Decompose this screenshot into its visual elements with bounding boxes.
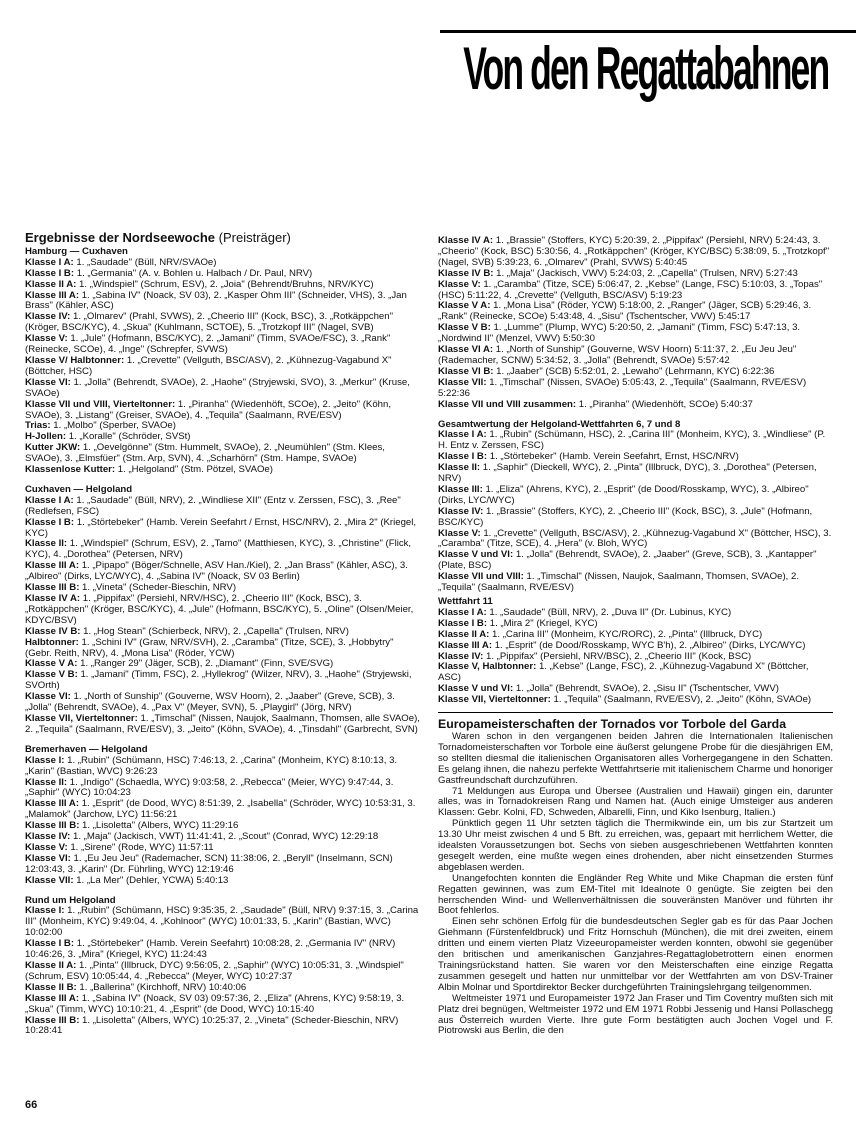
class-label: Klasse V/ Halbtonner: [25,354,125,366]
article-paragraph: Unangefochten konnten die Engländer Reg White und Mike Chapman die ersten fünf Regatten gewinnen, was zum EM-Titel mit Idealnote 0 genügte. Sie zeigten bei den herrschenden Wind- und Wellenverhältnissen die souveränsten Manöver und führten ihr Boot fehlerlos. [438,872,833,917]
class-label: Klasse IV A: [25,593,81,604]
result-text: 1. „Helgoland" (Stm. Pötzel, SVAOe) [115,464,273,476]
result-text: 1. „Maja" (Jackisch, VWV) 5:24:03, 2. „Capella" (Trulsen, NRV) 5:27:43 [493,267,798,279]
result-text: 1. „Caramba" (Titze, SCE) 5:06:47, 2. „Kebse" (Lange, FSC) 5:10:03, 3. „Topas" (HSC) 5:11:22, 4. „Crevette" (Vellguth, BSC/ASV) 5:19:23 [438,278,823,301]
class-label: Klasse III A: [438,639,493,651]
result-entry [438,323,833,345]
result-entry [25,561,422,583]
class-label: Trias: [25,420,51,432]
result-text: 1. „Lumme" (Plump, WYC) 5:20:50, 2. „Jamani" (Timm, FSC) 5:47:13, 3. „Nordwind II" (Menzel, VWV) 5:50:30 [438,322,801,345]
result-entry [438,345,833,367]
result-text: 1. „Timschal" (Nissen, Naujok, Saalmann, Thomsen, SVAOe), 2. „Tequila" (Saalmann, RVE/ESV) [438,571,799,594]
result-text: 1. „North of Sunship" (Gouverne, WSV Hoorn) 5:11:37, 2. „Eu Jeu Jeu" (Rademacher, SCNW) 5:34:52, 3. „Jolla" (Behrendt, SVAOe) 5:57:42 [438,344,797,366]
left-sections [25,247,422,1037]
class-label: Klasse I B: [438,451,488,463]
article-body [438,732,833,1037]
result-entry [25,496,422,518]
result-entry [25,539,422,561]
result-text: 1. „Lisoletta" (Albers, WYC) 11:29:16 [79,820,239,832]
class-label: Klasse II: [438,462,481,474]
result-entry [25,876,422,887]
result-entry [438,378,833,400]
result-entry [25,400,422,422]
result-text: 1. „Hog Stean" (Schierbeck, NRV), 2. „Capella" (Trulsen, NRV) [80,625,349,637]
result-text: 1. „Ballerina" (Kirchhoff, NRV) 10:40:06 [76,981,247,993]
section-heading: Rund um Helgoland [25,894,116,906]
result-text: 1. „Vineta" (Scheder-Bieschin, NRV) [79,582,237,594]
result-text: 1. „North of Sunship" (Gouverne, WSV Hoorn), 2. „Jaaber" (Greve, SCB), 3. „Jolla" (Behrendt, SVAOe), 4. „Pax V" (Meyer, SVN), 5. „Playgirl" (Jörg, NRV) [25,691,395,714]
section-heading: Bremerhaven — Helgoland [25,743,148,755]
masthead-title: Von den Regattabahnen [462,36,828,103]
result-entry [25,756,422,778]
result-entry [438,485,833,507]
result-text: 1. „Sabina IV" (Noack, SV 03), 2. „Kasper Ohm III" (Schneider, VHS), 3. „Jan Brass" (Kähler, ASC) [25,289,407,312]
result-text: 1. „Windspiel" (Schrum, ESV), 2. „Tamo" (Matthiesen, KYC), 3. „Christine" (Flick, KYC), 4. „Dorothea" (Petersen, NRV) [25,538,412,561]
class-label: Klasse VI A: [438,344,494,356]
result-entry [25,714,422,736]
result-text: 1. „Olmarev" (Prahl, SVWS), 2. „Cheerio III" (Kock, BSC), 3. „Rotkäppchen" (Kröger, BSC/KYC), 4. „Skua" (Kuhlmann, SCTOE), 5. „Trotzkopf III" (Nagel, SVB) [25,311,393,334]
result-text: 1. „Esprit" (de Dood, WYC) 8:51:39, 2. „Isabella" (Schröder, WYC) 10:53:31, 3. „Malamok" (Jarchow, LYC) 11:56:21 [25,798,416,821]
result-entry [25,312,422,334]
result-text: 1. „Timschal" (Nissen, Naujok, Saalmann, Thomsen, alle SVAOe), 2. „Tequila" (Saalmann, RVE/ESV), 3. „Jeito" (Köhn, SVAOe), 4. „Tinsdahl" (Garbrecht, SVN) [25,712,420,735]
result-text: 1. „Windspiel" (Schrum, ESV), 2. „Joia" (Behrendt/Bruhns, NRV/KYC) [76,278,374,290]
result-text: 1. „Schini IV" (Graw, NRV/SVH), 2. „Caramba" (Titze, SCE), 3. „Hobbytry" (Gebr. Reith, NRV), 4. „Mona Lisa" (Röder, YCW) [25,636,394,659]
masthead [440,30,856,105]
result-text: 1. „Jamani" (Timm, FSC), 2. „Hyllekrog" (Wilzer, NRV), 3. „Haohe" (Stryjewski, SVOrth) [25,669,412,692]
class-label: Klasse V: [438,527,481,539]
article-divider [438,712,833,713]
article-paragraph: 71 Meldungen aus Europa und Übersee (Australien und Hawaii) gingen ein, darunter alles, was in Tornadokreisen Rang und Namen hat. (Auch einige Umsteiger aus anderen Klassen: Gebr. Kolni, FD, Schweden, Albarelli, Finn, und Kiko Isenburg, Italien.) [438,785,833,819]
class-label: Klasse I A: [25,256,74,268]
gesamt-heading: Gesamtwertung der Helgoland-Wettfahrten 6, 7 und 8 [438,418,681,430]
result-text: 1. „Sirene" (Rode, WYC) 11:57:11 [67,841,214,853]
result-entry [25,778,422,800]
result-text: 1. „Störtebeker" (Hamb. Verein Seefahrt, Ernst, HSC/NRV) [487,451,739,463]
class-label: H-Jollen: [25,431,67,443]
result-text: 1. „Eliza" (Ahrens, KYC), 2. „Esprit" (de Dood/Rosskamp, WYC), 3. „Albireo" (Dirks, LYC/WYC) [438,483,809,506]
class-label: Klasse V B: [25,669,78,681]
result-text: 1. „Crevette" (Vellguth, BSC/ASV), 2. „Kühnezug-Vagabund X" (Böttcher, HSC), 3. „Caramba" (Titze, SCE), 4. „Hera" (v. Bloh, WYC) [438,527,832,550]
class-label: Klasse I B: [25,516,75,528]
results-heading-text: Ergebnisse der Nordseewoche [25,230,216,245]
class-label: Klasse VI B: [438,365,494,377]
class-label: Klasse IV B: [438,267,494,279]
right-column [438,236,833,1037]
class-label: Klasse I B: [25,938,75,950]
class-label: Klasse VII: [438,376,487,388]
result-text: 1. „Germania" (A. v. Bohlen u. Halbach / Dr. Paul, NRV) [74,267,313,279]
gesamt-entries [438,430,833,594]
result-entry [25,378,422,400]
class-label: Klasse I: [25,754,65,766]
result-text: 1. „Tequila" (Saalmann, RVE/ESV), 2. „Jeito" (Köhn, SVAOe) [550,694,812,706]
result-text: 1. „Kebse" (Lange, FSC), 2. „Kühnezug-Vagabund X" (Böttcher, ASC) [438,661,809,684]
class-label: Klasse VII und VIII zusammen: [438,398,577,410]
class-label: Klasse VI: [25,852,71,864]
class-label: Klasse VII und VIII, Vierteltonner: [25,398,176,410]
result-text: 1. „Indigo" (Schaedla, WYC) 9:03:58, 2. „Rebecca" (Meier, WYC) 9:47:44, 3. „Saphir" (WYC) 10:04:23 [25,776,394,799]
class-label: Klasse I B: [25,267,75,279]
result-entry [438,550,833,572]
class-label: Klasse IV: [25,311,71,323]
result-text: 1. „Rubin" (Schümann, HSC) 7:46:13, 2. „Carina" (Monheim, KYC) 8:10:13, 3. „Karin" (Bastian, WVC) 9:26:23 [25,754,398,777]
class-label: Klasse III A: [25,289,80,301]
class-label: Klasse VI: [25,691,71,703]
class-label: Klasse VI: [25,376,71,388]
result-entry [438,400,833,411]
class-label: Klasse III: [438,483,483,495]
article-paragraph: Einen sehr schönen Erfolg für die bundesdeutschen Segler gab es für das Paar Jochen Giehmann (Fürstenfeldbruck) und Fritz Hornschuh (München), die mit drei zweiten, einem dritten und einem vierten Platz Vizeeuropameister werden konnten, obwohl sie gegenüber den britischen und amerikanischen Ganzjahres-Regattaglobetrottern einen enormen Trainingsrückstand hatten. Sie waren vor den Meisterschaften eine einzige Regatta zusammen gesegelt und hatten nur unmittelbar vor der Wettfahrten am von DSV-Trainer Albin Molnar und Sportdirektor Becker durchgeführten Trainingslehrgang teilgenommen. [438,916,833,993]
class-label: Klasse V: [438,278,481,290]
result-entry [25,334,422,356]
class-label: Klasse III B: [25,582,80,594]
result-entry [25,291,422,313]
result-entry [25,939,422,961]
result-text: 1. „Mira 2" (Kriegel, KYC) [487,617,598,629]
result-entry [438,463,833,485]
result-entry [25,1016,422,1038]
class-label: Klasse II A: [438,628,490,640]
class-label: Klasse V, Halbtonner: [438,661,537,673]
result-text: 1. „Störtebeker" (Hamb. Verein Seefahrt / Ernst, HSC/NRV), 2. „Mira 2" (Kriegel, KYC) [25,516,417,539]
result-entry [25,906,422,939]
result-text: 1. „Pippifax" (Persiehl, NRV/HSC), 2. „Cheerio III" (Kock, BSC), 3. „Rotkäppchen" (Kröger, BSC/KYC), 4. „Jule" (Hofmann, BSC/KYC), 5. „Oline" (Olsen/Meier, KDYC/BSV) [25,593,414,626]
result-entry [438,507,833,529]
result-text: 1. „Lisoletta" (Albers, WYC) 10:25:37, 2. „Vineta" (Scheder-Bieschin, NRV) 10:28:41 [25,1014,399,1037]
result-text: 1. „Jaaber" (SCB) 5:52:01, 2. „Lewaho" (Lehrmann, KYC) 6:22:36 [493,365,775,377]
result-text: 1. „Timschal" (Nissen, SVAOe) 5:05:43, 2. „Tequila" (Saalmann, RVE/ESV) 5:22:36 [438,376,807,399]
class-label: Halbtonner: [25,636,79,648]
class-label: Kutter JKW: [25,442,81,454]
class-label: Klasse I A: [438,429,487,441]
result-text: 1. „Eu Jeu Jeu" (Rademacher, SCN) 11:38:06, 2. „Beryll" (Inselmann, SCN) 12:03:43, 3. „Karin" (Dr. Führling, WYC) 12:19:46 [25,852,393,875]
result-entry [438,301,833,323]
class-label: Klasse V A: [25,658,78,670]
class-label: Klasse VII und VIII: [438,571,524,583]
result-entry [25,692,422,714]
result-text: 1. „Saphir" (Dieckell, WYC), 2. „Pinta" (Illbruck, DYC), 3. „Dorothea" (Petersen, NRV) [438,462,817,485]
result-entry [438,662,833,684]
article-title: Europameisterschaften der Tornados vor Torbole del Garda [438,717,787,732]
result-text: 1. „Carina III" (Monheim, KYC/RORC), 2. „Pinta" (Illbruck, DYC) [489,628,763,640]
result-text: 1. „Saudade" (Büll, NRV), 2. „Duva II" (Dr. Lubinus, KYC) [486,606,732,618]
result-text: 1. „Saudade" (Büll, NRV/SVAOe) [73,256,217,268]
result-entry [438,430,833,452]
result-entry [438,529,833,551]
class-label: Klasse VII: [25,874,74,886]
class-label: Klasse VII, Vierteltonner: [25,712,138,724]
result-entry [438,695,833,706]
class-label: Klasse I B: [438,617,488,629]
result-entry [25,465,422,476]
class-label: Klasse I A: [438,606,487,618]
class-label: Klasse IV B: [25,625,81,637]
result-entry [25,594,422,627]
class-label: Klasse II A: [25,960,77,971]
class-label: Klasse V: [25,841,68,853]
class-label: Klasse IV A: [438,235,494,246]
result-text: 1. „Brassie" (Stoffers, KYC), 2. „Cheerio III" (Kock, BSC), 3. „Jule" (Hofmann, BSC/KYC) [438,505,813,528]
article-paragraph: Waren schon in den vergangenen beiden Jahren die Internationalen Italienischen Tornadomeisterschaften vor Torbole eine äußerst gelungene Probe für die diesjährigen EM, so stellten diesmal die italienischen Organisatoren alles Vorhergegangene in den Schatten. Es gelang ihnen, die nahezu perfekte Wettfahrtserie mit italienischem Charme und honoriger Gastfreundschaft durchzuführen. [438,730,833,786]
class-label: Klasse II: [25,776,68,788]
result-entry [438,572,833,594]
class-label: Klasse IV: [25,831,71,843]
left-column [25,230,422,1037]
result-text: 1. „Piranha" (Wiedenhöft, SCOe), 2. „Jeito" (Köhn, SVAOe), 3. „Listang" (Greiser, SVAOe), 4. „Tequila" (Saalmann, RVE/ESV) [25,398,392,421]
class-label: Klasse III A: [25,798,80,810]
result-text: 1. „Brassie" (Stoffers, KYC) 5:20:39, 2. „Pippifax" (Persiehl, NRV) 5:24:43, 3. „Cheerio" (Kock, BSC) 5:30:56, 4. „Rotkäppchen" (Kröger, KYC/BSC) 5:38:09, 5. „Trotzkopf" (Nagel, SVB) 5:39:23, 6. „Olmarev" (Prahl, SVWS) 5:40:45 [438,235,830,268]
result-text: 1. „Pinta" (Illbruck, DYC) 9:56:05, 2. „Saphir" (WYC) 10:05:31, 3. „Windspiel" (Schrum, ESV) 10:05:44, 4. „Rebecca" (Meyer, WYC) 10:27:37 [25,960,404,982]
article-paragraph: Pünktlich gegen 11 Uhr setzten täglich die Thermikwinde ein, um bis zur Startzeit um 13.30 Uhr meist zwischen 4 und 5 Bft. zu erreichen, was, gepaart mit herrlichem Wetter, die idealsten Voraussetzungen bot. Sechs von sieben ausgeschriebenen Wettfahrten konnten gesegelt werden, eine mußte wegen eines drohenden, aber nicht einsetzenden Sturmes abgeblasen werden. [438,818,833,873]
result-text: 1. „Molbo" (Sperber, SVAOe) [50,420,176,432]
page-number: 66 [25,1099,38,1111]
class-label: Klasse V und VI: [438,549,514,561]
class-label: Klasse V B: [438,322,491,334]
wettfahrt-heading: Wettfahrt 11 [438,596,493,607]
result-text: 1. „Rubin" (Schümann, HSC) 9:35:35, 2. „Saudade" (Büll, NRV) 9:37:15, 3. „Carina III" (Monheim, KYC) 9:49:04, 4. „Kohlnoor" (WYC) 10:01:33, 5. „Karin" (Bastian, WVC) 10:02:00 [25,905,419,939]
result-text: 1. „Maja" (Jackisch, VWT) 11:41:41, 2. „Scout" (Conrad, WYC) 12:29:18 [70,831,379,843]
result-entry [438,280,833,302]
result-text: 1. „Saudade" (Büll, NRV), 2. „Windliese XII" (Entz v. Zerssen, FSC), 3. „Ree" (Redlefsen, FSC) [25,494,401,517]
result-text: 1. „Koralle" (Schröder, SVSt) [66,431,191,443]
result-entry [438,236,833,269]
result-entry [25,638,422,660]
class-label: Klasse III A: [25,992,80,1004]
class-label: Klasse III B: [25,820,80,832]
result-text: 1. „Rubin" (Schümann, HSC), 2. „Carina III" (Monheim, KYC), 3. „Windliese" (P. H. Entz v. Zerssen, FSC) [438,429,826,452]
class-label: Klasse II: [25,538,68,550]
result-entry [25,356,422,378]
result-entry [25,670,422,692]
result-text: 1. „Jule" (Hofmann, BSC/KYC), 2. „Jamani" (Timm, SVAOe/FSC), 3. „Rank" (Reinecke, SCOe), 4. „Inge" (Schrepfer, SVWS) [25,333,391,356]
result-text: 1. „La Mer" (Dehler, YCWA) 5:40:13 [73,874,229,886]
result-entry [25,961,422,983]
section-heading: Hamburg — Cuxhaven [25,245,128,257]
wettfahrt-entries [438,608,833,706]
class-label: Klasse VII, Vierteltonner: [438,694,551,706]
result-entry [25,443,422,465]
class-label: Klasse I A: [25,494,74,506]
result-text: 1. „Jolla" (Behrendt, SVAOe), 2. „Haohe" (Stryjewski, SVO), 3. „Merkur" (Kruse, SVAOe) [25,376,410,399]
class-label: Klasse II A: [25,278,77,290]
section-heading: Cuxhaven — Helgoland [25,483,133,495]
result-text: 1. „Jolla" (Behrendt, SVAOe), 2. „Sisu II" (Tschentscher, VWV) [513,683,779,695]
result-text: 1. „Piranha" (Wiedenhöft, SCOe) 5:40:37 [576,398,753,410]
result-text: 1. „Ranger 29" (Jäger, SCB), 2. „Diamant" (Finn, SVE/SVG) [77,658,334,670]
class-label: Klasse IV: [438,505,484,517]
class-label: Klasse III A: [25,560,80,572]
result-text: 1. „Esprit" (de Dood/Rosskamp, WYC B'h), 2. „Albireo" (Dirks, LYC/WYC) [492,639,806,651]
result-text: 1. „Jolla" (Behrendt, SVAOe), 2. „Jaaber" (Greve, SCB), 3. „Kantapper" (Plate, BSC) [438,549,817,572]
class-label: Klasse I: [25,905,65,917]
class-label: Klasse V und VI: [438,683,514,695]
result-text: 1. „Pippifax" (Persiehl, NRV/BSC), 2. „Cheerio III" (Kock, BSC) [483,650,752,662]
result-text: 1. „Crevette" (Vellguth, BSC/ASV), 2. „Kühnezug-Vagabund X" (Böttcher, HSC) [25,354,392,377]
results-heading [25,230,422,245]
result-text: 1. „Pipapo" (Böger/Schnelle, ASV Han./Kiel), 2. „Jan Brass" (Kähler, ASC), 3. „Albireo" (Dirks, LYC/WYC), 4. „Sabina IV" (Noack, SV 03 Berlin) [25,560,408,583]
class-label: Klassenlose Kutter: [25,464,116,476]
results-heading-suffix: (Preisträger) [218,230,291,245]
right-top-entries [438,236,833,411]
class-label: Klasse IV: [438,650,484,662]
result-text: 1. „Oevelgönne" (Stm. Hummelt, SVAOe), 2. „Neumühlen" (Stm. Klees, SVAOe), 3. „Elmsfüer" (Stm. Arp, SVN), 4. „Scharhörn" (Stm. Hampe, SVAOe) [25,442,385,465]
article-paragraph: Weltmeister 1971 und Europameister 1972 Jan Fraser und Tim Coventry mußten sich mit Platz drei begnügen, Weltmeister 1972 und EM 1971 Robbi Jessenig und Hansi Pollaschegg aus Österreich wurden Vierte. Ihre gute Form bestätigten auch Jochen Vogel und F. Piotrowski aus Berlin, die den [438,992,833,1037]
result-entry [25,799,422,821]
result-text: 1. „Mona Lisa" (Röder, YCW) 5:18:00, 2. „Ranger" (Jäger, SCB) 5:29:46, 3. „Rank" (Reinecke, SCOe) 5:43:48, 4. „Sisu" (Tschentscher, VWV) 5:45:17 [438,300,812,323]
class-label: Klasse V A: [438,300,491,312]
result-entry [25,994,422,1016]
class-label: Klasse III B: [25,1014,80,1026]
result-entry [25,854,422,876]
result-entry [25,518,422,540]
result-text: 1. „Störtebeker" (Hamb. Verein Seefahrt) 10:08:28, 2. „Germania IV" (NRV) 10:46:26, 3. „Mira" (Kriegel, KYC) 11:24:43 [25,938,396,961]
class-label: Klasse II B: [25,981,77,993]
result-text: 1. „Sabina IV" (Noack, SV 03) 09:57:36, 2. „Eliza" (Ahrens, KYC) 9:58:19, 3. „Skua" (Timm, WYC) 10:10:21, 4. „Esprit" (de Dood, WYC) 10:15:40 [25,992,405,1015]
class-label: Klasse V: [25,333,68,345]
